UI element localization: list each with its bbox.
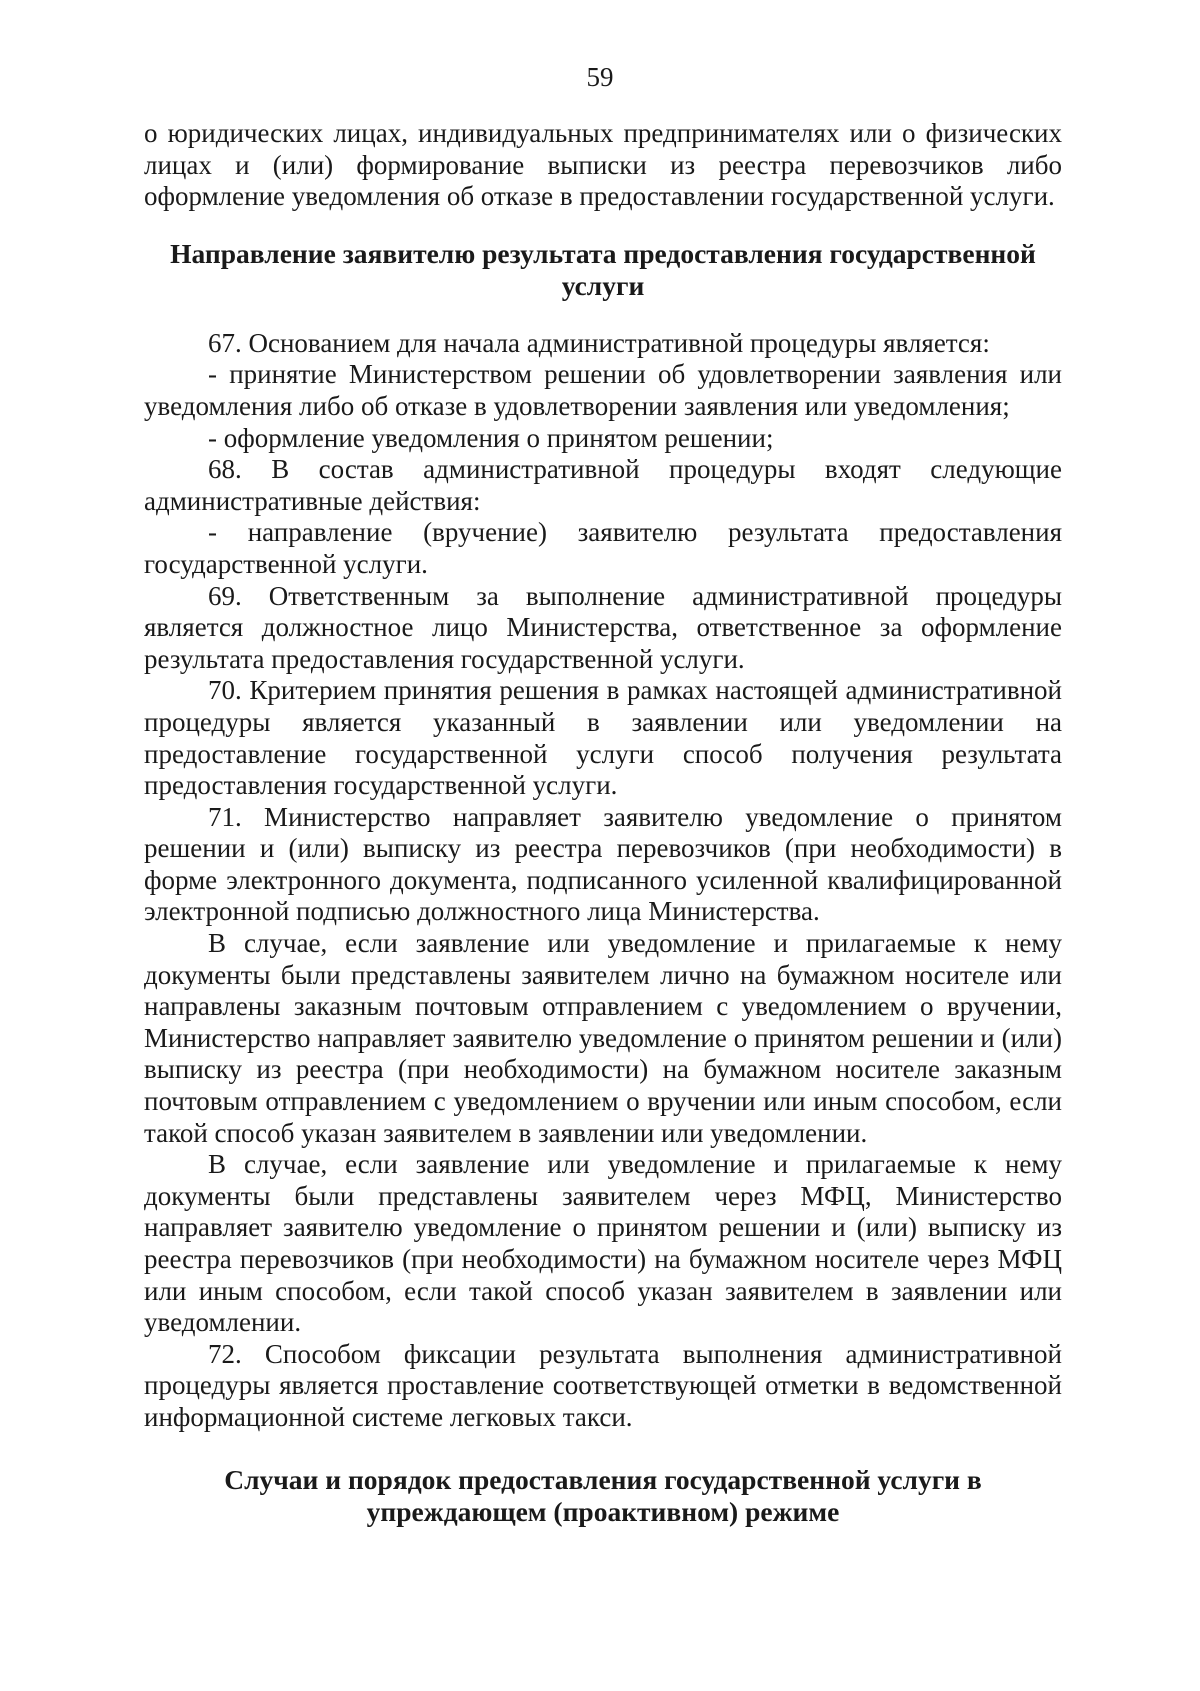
paragraph-71: 71. Министерство направляет заявителю уведомление о принятом решении и (или) выписку из реестра перевозчиков (при необходимости) в форме электронного документа, подписанного усиленной квалифицированной электронной подписью должностного лица Министерства. xyxy=(144,801,1062,927)
paragraph-68-item-delivery: - направление (вручение) заявителю результата предоставления государственной услуги. xyxy=(144,517,1062,579)
paragraph-67-item-decision: - принятие Министерством решении об удовлетворении заявления или уведомления либо об отказе в удовлетворении заявления или уведомления; xyxy=(144,359,1062,421)
paragraph-72: 72. Способом фиксации результата выполнения административной процедуры является проставление соответствующей отметки в ведомственной информационной системе легковых такси. xyxy=(144,1338,1062,1432)
paragraph-68: 68. В состав административной процедуры входят следующие административные действия: xyxy=(144,454,1062,516)
paragraph-67: 67. Основанием для начала административной процедуры является: xyxy=(208,327,990,358)
paragraph-intro: о юридических лицах, индивидуальных предпринимателях или о физических лицах и (или) формирование выписки из реестра перевозчиков либо оформление уведомления об отказе в предоставлении государственной услуги. xyxy=(144,118,1062,212)
section-heading-result-delivery: Направление заявителю результата предоставления государственной услуги xyxy=(170,237,1036,301)
paragraph-69: 69. Ответственным за выполнение административной процедуры является должностное лицо Министерства, ответственное за оформление результата предоставления государственной услуги. xyxy=(144,580,1062,674)
paragraph-71-paper-case: В случае, если заявление или уведомление и прилагаемые к нему документы были представлены заявителем лично на бумажном носителе или направлены заказным почтовым отправлением с уведомлением о вручении, Министерство направляет заявителю уведомление о принятом решении и (или) выписку из реестра (при необходимости) на бумажном носителе заказным почтовым отправлением с уведомлением о вручении или иным способом, если такой способ указан заявителем в заявлении или уведомлении. xyxy=(144,928,1062,1148)
paragraph-71-mfc-case: В случае, если заявление или уведомление и прилагаемые к нему документы были представлены заявителем через МФЦ, Министерство направляет заявителю уведомление о принятом решении и (или) выписку из реестра перевозчиков (при необходимости) на бумажном носителе через МФЦ или иным способом, если такой способ указан заявителем в заявлении или уведомлении. xyxy=(144,1149,1062,1338)
section-heading-proactive-mode: Случаи и порядок предоставления государственной услуги в упреждающем (проактивном) режиме xyxy=(224,1463,982,1527)
paragraph-67-item-notice: - оформление уведомления о принятом решении; xyxy=(208,422,774,453)
paragraph-70: 70. Критерием принятия решения в рамках настоящей административной процедуры является указанный в заявлении или уведомлении на предоставление государственной услуги способ получения результата предоставления государственной услуги. xyxy=(144,675,1062,801)
page-number: 59 xyxy=(586,62,614,92)
document-body xyxy=(144,118,1062,1528)
